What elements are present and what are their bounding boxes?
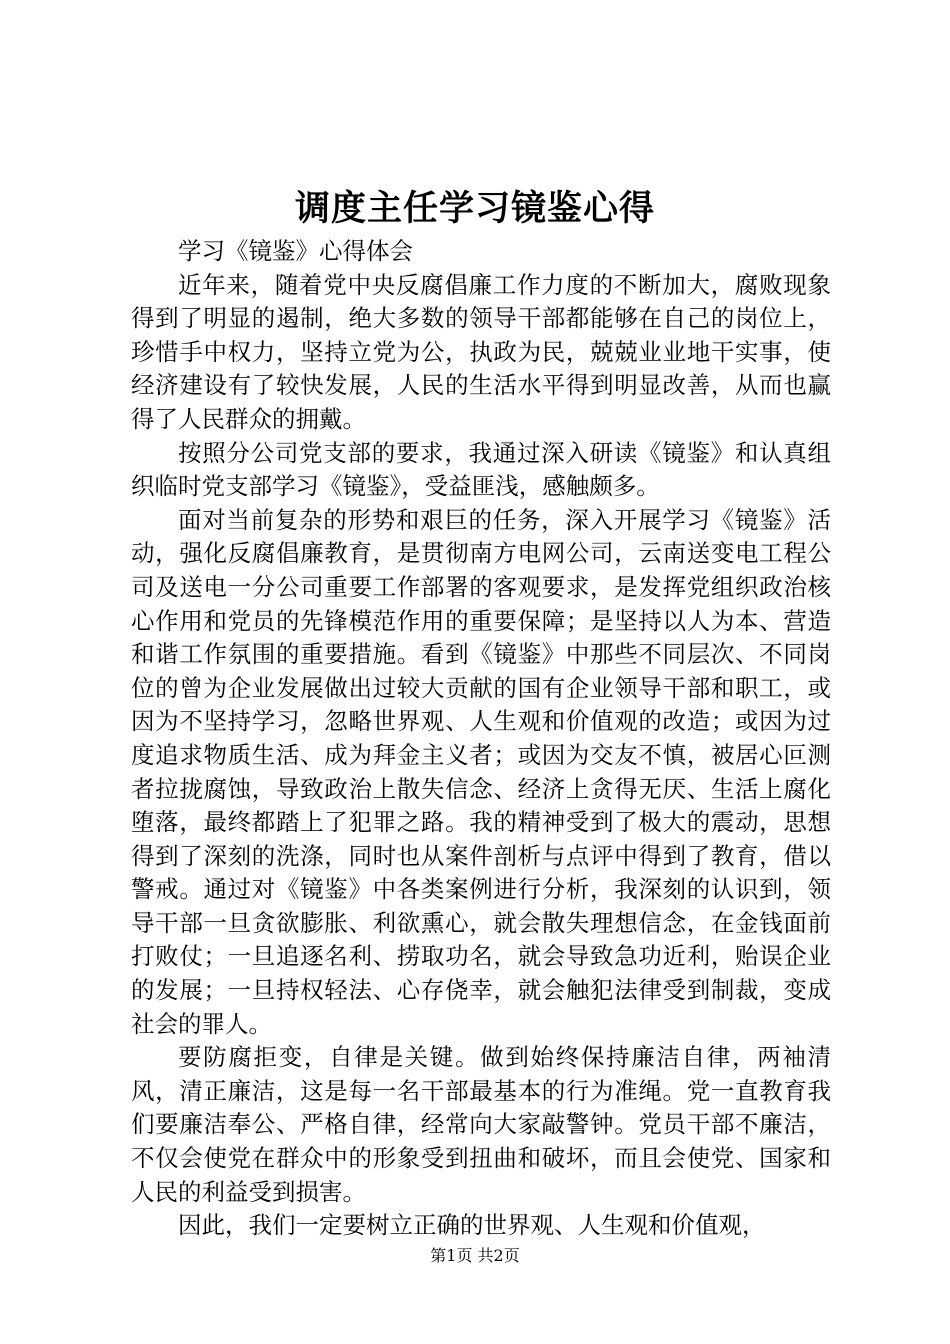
paragraph: 近年来，随着党中央反腐倡廉工作力度的不断加大，腐败现象得到了明显的遏制，绝大多数的领导干部都能够在自己的岗位上，珍惜手中权力，坚持立党为公，执政为民，兢兢业业地干实事，使经济建设有了较快发展，人民的生活水平得到明显改善，从而也赢得了人民群众的拥戴。 [131, 270, 831, 433]
document-subtitle: 学习《镜鉴》心得体会 [178, 237, 413, 265]
paragraph: 面对当前复杂的形势和艰巨的任务，深入开展学习《镜鉴》活动，强化反腐倡廉教育，是贯彻南方电网公司，云南送变电工程公司及送电一分公司重要工作部署的客观要求，是发挥党组织政治核心作用和党员的先锋模范作用的重要保障；是坚持以人为本、营造和谐工作氛围的重要措施。看到《镜鉴》中那些不同层次、不同岗位的曾为企业发展做出过较大贡献的国有企业领导干部和职工，或因为不坚持学习，忽略世界观、人生观和价值观的改造；或因为过度追求物质生活、成为拜金主义者；或因为交友不慎，被居心叵测者拉拢腐蚀，导致政治上散失信念、经济上贪得无厌、生活上腐化堕落，最终都踏上了犯罪之路。我的精神受到了极大的震动，思想得到了深刻的洗涤，同时也从案件剖析与点评中得到了教育，借以警戒。通过对《镜鉴》中各类案例进行分析，我深刻的认识到，领导干部一旦贪欲膨胀、利欲熏心，就会散失理想信念，在金钱面前打败仗；一旦追逐名利、捞取功名，就会导致急功近利，贻误企业的发展；一旦持权轻法、心存侥幸，就会触犯法律受到制裁，变成社会的罪人。 [131, 505, 831, 1038]
document-title: 调度主任学习镜鉴心得 [294, 188, 655, 229]
paragraph: 因此，我们一定要树立正确的世界观、人生观和价值观， [178, 1211, 766, 1240]
paragraph: 要防腐拒变，自律是关键。做到始终保持廉洁自律，两袖清风，清正廉洁，这是每一名干部最基本的行为准绳。党一直教育我们要廉洁奉公、严格自律，经常向大家敲警钟。党员干部不廉洁，不仅会使党在群众中的形象受到扭曲和破坏，而且会使党、国家和人民的利益受到损害。 [131, 1043, 831, 1206]
page-footer: 第1页 共2页 [430, 1246, 520, 1265]
paragraph: 按照分公司党支部的要求，我通过深入研读《镜鉴》和认真组织临时党支部学习《镜鉴》，受益匪浅，感触颇多。 [131, 438, 831, 501]
document-body [131, 235, 831, 1243]
